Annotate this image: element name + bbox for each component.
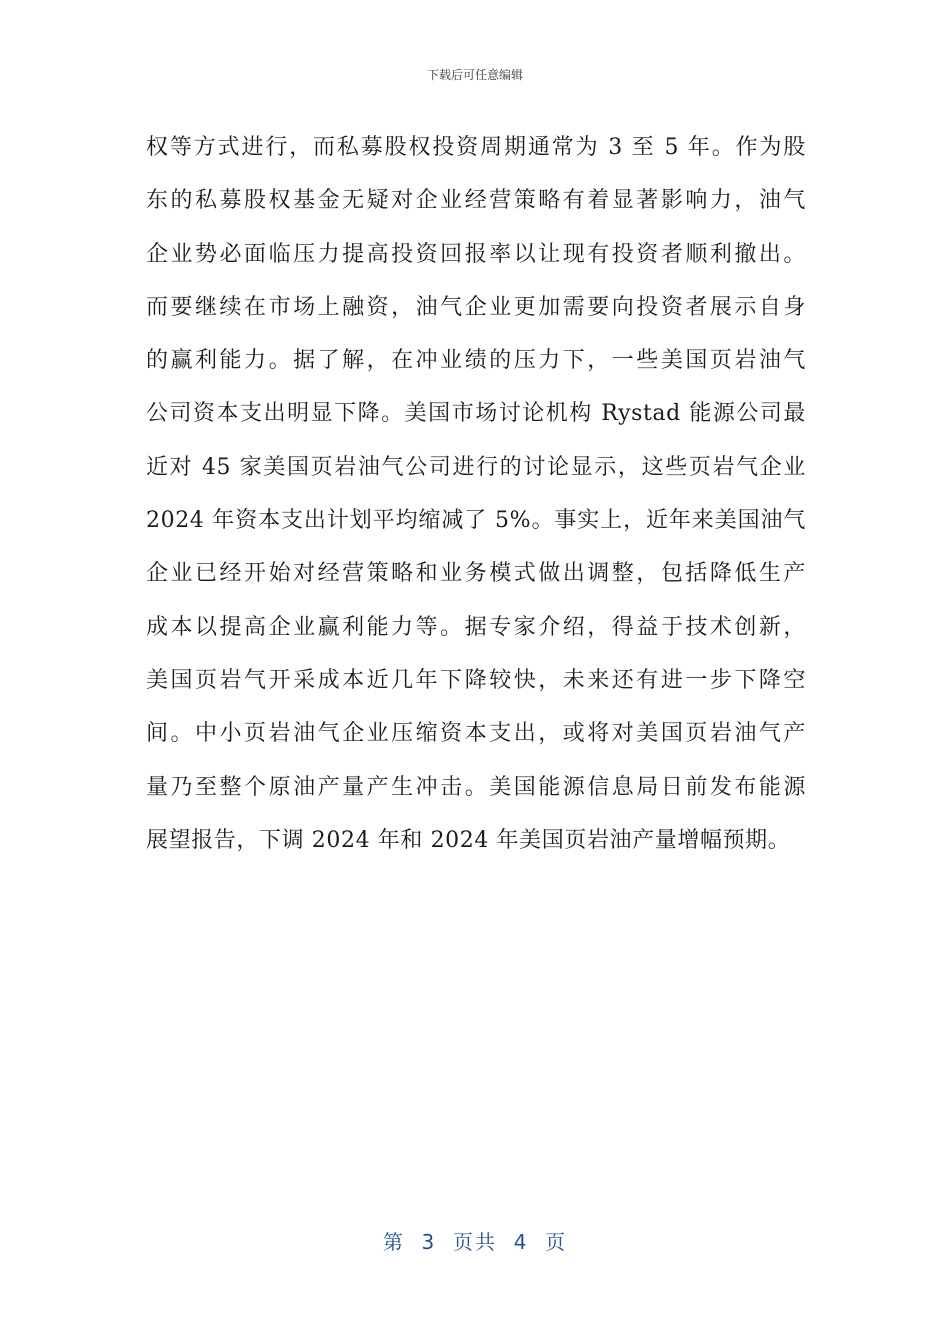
- body-paragraph: [146, 121, 806, 867]
- text-line: 东的私募股权基金无疑对企业经营策略有着显著影响力，油气: [146, 188, 806, 214]
- text-line: 企业势必面临压力提高投资回报率以让现有投资者顺利撤出。: [146, 241, 806, 267]
- text-line: 成本以提高企业赢利能力等。据专家介绍，得益于技术创新，: [146, 614, 806, 640]
- text-line: 企业已经开始对经营策略和业务模式做出调整，包括降低生产: [146, 561, 806, 587]
- text-line: 而要继续在市场上融资，油气企业更加需要向投资者展示自身: [146, 294, 806, 320]
- text-line: 美国页岩气开采成本近几年下降较快，未来还有进一步下降空: [146, 667, 806, 693]
- text-line: 近对 45 家美国页岩油气公司进行的讨论显示，这些页岩气企业: [146, 454, 806, 480]
- page-header: 下载后可任意编辑: [426, 68, 523, 82]
- text-line: 权等方式进行，而私募股权投资周期通常为 3 至 5 年。作为股: [146, 135, 806, 160]
- text-line: 间。中小页岩油气企业压缩资本支出，或将对美国页岩油气产: [146, 721, 806, 747]
- text-line: 公司资本支出明显下降。美国市场讨论机构 Rystad 能源公司最: [146, 401, 806, 427]
- text-line: 展望报告，下调 2024 年和 2024 年美国页岩油产量增幅预期。: [146, 827, 791, 853]
- text-line: 的赢利能力。据了解，在冲业绩的压力下，一些美国页岩油气: [146, 348, 806, 374]
- text-line: 2024 年资本支出计划平均缩减了 5%。事实上，近年来美国油气: [146, 508, 806, 534]
- text-line: 量乃至整个原油产量产生冲击。美国能源信息局日前发布能源: [146, 774, 806, 800]
- page-number-footer: 第 3 页共 4 页: [382, 1230, 568, 1254]
